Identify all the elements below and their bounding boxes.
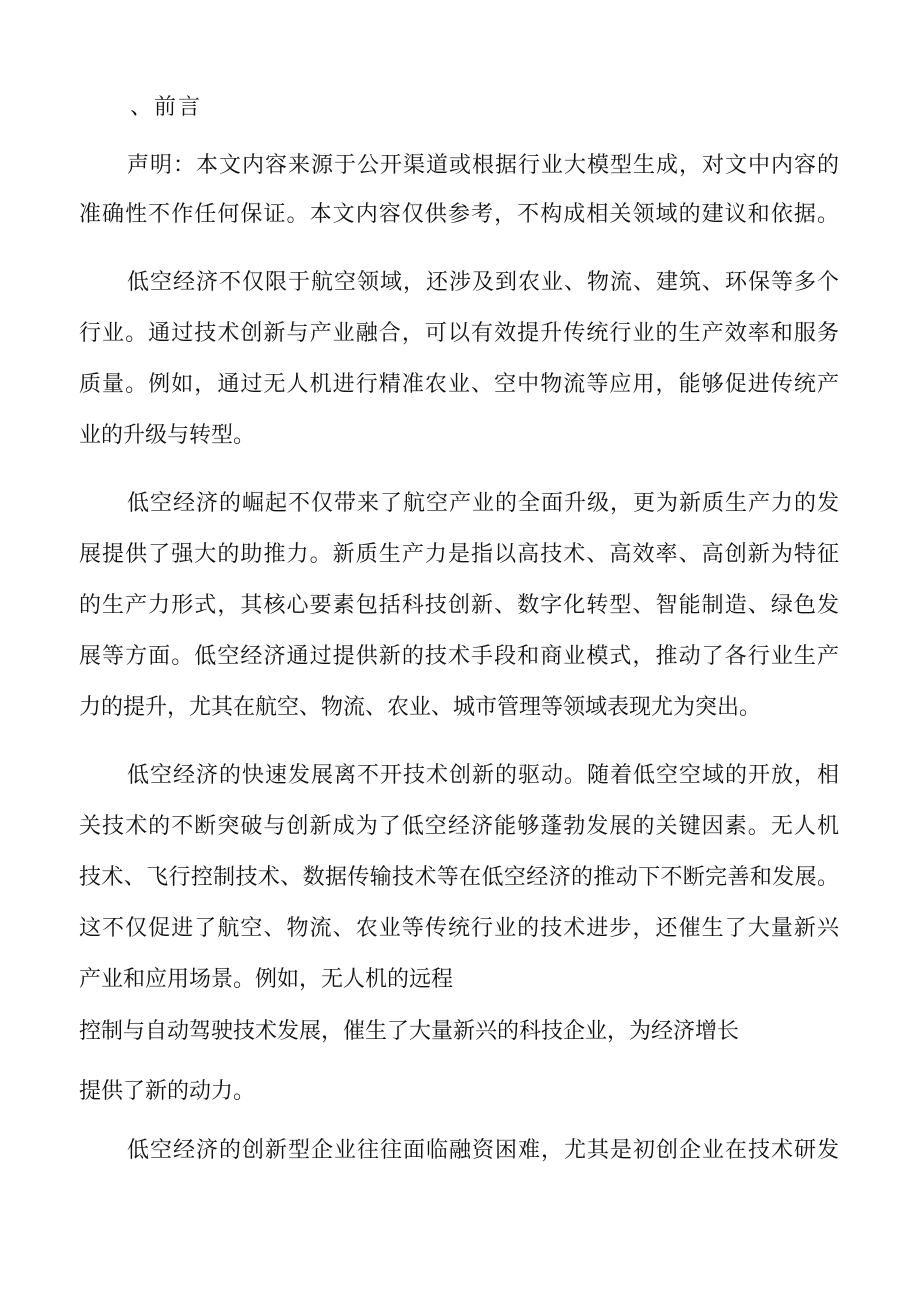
paragraph-line: 声明：本文内容来源于公开渠道或根据行业大模型生成，对文中内容的 bbox=[127, 153, 839, 178]
paragraph-line: 展提供了强大的助推力。新质生产力是指以高技术、高效率、高创新为特征 bbox=[79, 542, 839, 567]
paragraph-line: 低空经济的快速发展离不开技术创新的驱动。随着低空空域的开放，相 bbox=[127, 763, 839, 788]
paragraph-line: 提供了新的动力。 bbox=[79, 1079, 256, 1104]
paragraph-line: 低空经济的崛起不仅带来了航空产业的全面升级，更为新质生产力的发 bbox=[127, 491, 839, 516]
paragraph-line: 业的升级与转型。 bbox=[79, 423, 256, 448]
paragraph-line: 产业和应用场景。例如，无人机的远程 bbox=[79, 967, 454, 992]
paragraph-line: 控制与自动驾驶技术发展，催生了大量新兴的科技企业，为经济增长 bbox=[79, 1019, 740, 1044]
paragraph-line: 技术、飞行控制技术、数据传输技术等在低空经济的推动下不断完善和发展。 bbox=[79, 865, 839, 890]
paragraph-line: 低空经济的创新型企业往往面临融资困难，尤其是初创企业在技术研发 bbox=[127, 1138, 839, 1163]
paragraph-line: 的生产力形式，其核心要素包括科技创新、数字化转型、智能制造、绿色发 bbox=[79, 593, 839, 618]
paragraph-line: 准确性不作任何保证。本文内容仅供参考，不构成相关领域的建议和依据。 bbox=[79, 202, 839, 227]
section-heading: 、前言 bbox=[130, 95, 203, 120]
paragraph-line: 低空经济不仅限于航空领域，还涉及到农业、物流、建筑、环保等多个 bbox=[127, 270, 839, 295]
paragraph-line: 质量。例如，通过无人机进行精准农业、空中物流等应用，能够促进传统产 bbox=[79, 372, 839, 397]
paragraph-line: 关技术的不断突破与创新成为了低空经济能够蓬勃发展的关键因素。无人机 bbox=[79, 814, 839, 839]
paragraph-line: 力的提升，尤其在航空、物流、农业、城市管理等领域表现尤为突出。 bbox=[79, 695, 762, 720]
paragraph-line: 这不仅促进了航空、物流、农业等传统行业的技术进步，还催生了大量新兴 bbox=[79, 916, 839, 941]
paragraph-line: 行业。通过技术创新与产业融合，可以有效提升传统行业的生产效率和服务 bbox=[79, 321, 839, 346]
paragraph-line: 展等方面。低空经济通过提供新的技术手段和商业模式，推动了各行业生产 bbox=[79, 644, 839, 669]
